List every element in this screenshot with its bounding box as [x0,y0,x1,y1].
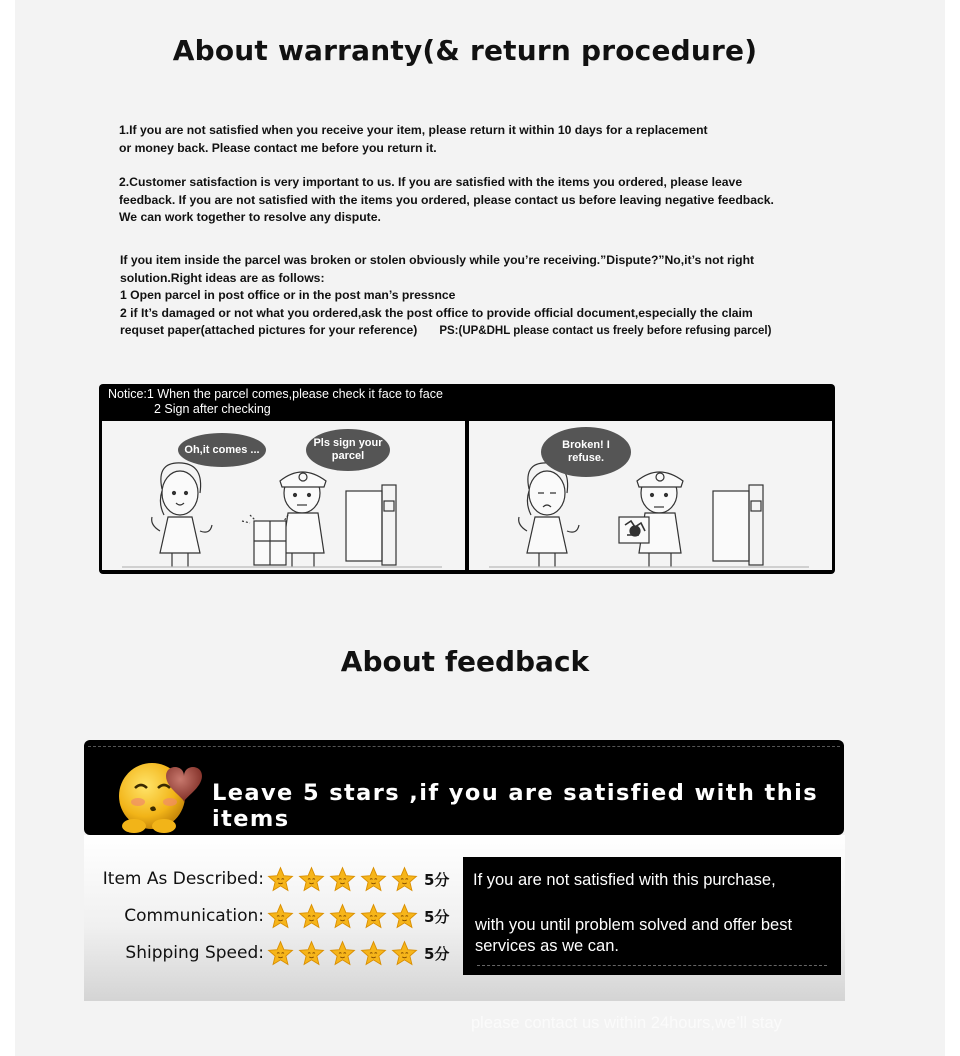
satisfaction-message-box [463,857,841,975]
illustration-panel-refuse [469,421,832,570]
rating-score: 5分 [424,907,450,926]
illustration-refuse-drawing [469,421,832,570]
warranty-p3-line-4: 2 if It’s damaged or not what you ordered,ask the post office to provide official document,especially the claim [120,305,753,320]
rating-label: Item As Described: [102,869,264,889]
star-icon [329,903,356,930]
warranty-title: About warranty(& return procedure) [172,34,758,67]
star-rating [267,940,422,967]
rating-row-communication [84,901,449,931]
message-dashed-line [477,965,827,966]
warranty-ps-note: PS:(UP&DHL please contact us freely before refusing parcel) [439,325,772,337]
rating-score: 5分 [424,944,450,963]
illustration-panel-accept [102,421,465,570]
speech-bubble-oh-it-comes: Oh,it comes ... [178,433,266,467]
star-icon [329,940,356,967]
warranty-p3-line-5 [120,322,835,341]
star-icon [298,940,325,967]
warranty-p3-line-1: If you item inside the parcel was broken or stolen obviously while you’re receiving.”Dispute?”No,it’s not right [120,253,755,267]
star-icon [267,866,294,893]
star-icon [329,866,356,893]
warranty-p2-line-1: 2.Customer satisfaction is very important to us. If you are satisfied with the items you ordered, please leave [119,175,743,189]
notice-line-2: 2 Sign after checking [154,402,271,416]
star-rating [267,866,422,893]
banner-text: Leave 5 stars ,if you are satisfied with this items [212,780,819,832]
star-icon [267,903,294,930]
star-icon [267,940,294,967]
warranty-paragraph-3 [120,252,835,341]
rating-row-item-as-described [84,864,449,894]
rating-label: Communication: [124,906,264,926]
warranty-p3-line-2: solution.Right ideas are as follows: [120,270,325,285]
notice-box [99,384,835,574]
warranty-paragraph-2 [119,174,819,227]
warranty-p2-line-2: feedback. If you are not satisfied with the items you ordered, please contact us before leaving negative feedback. [119,192,774,207]
star-icon [391,940,418,967]
message-line-3: with you until problem solved and offer best services as we can. [475,916,793,955]
star-icon [360,940,387,967]
illustration-accept-drawing [102,421,465,570]
message-line-1: If you are not satisfied with this purchase, [473,871,776,889]
warranty-p3-line-5-text: requset paper(attached pictures for your reference) [120,323,418,337]
speech-bubble-sign-parcel: Pls sign your parcel [306,429,390,471]
warranty-p2-line-3: We can work together to resolve any dispute. [119,210,381,224]
rating-label: Shipping Speed: [125,943,264,963]
star-icon [360,903,387,930]
star-icon [391,866,418,893]
rating-row-shipping-speed [84,938,449,968]
warranty-paragraph-1 [119,122,819,157]
star-icon [360,866,387,893]
feedback-title: About feedback [340,645,590,678]
rating-score: 5分 [424,870,450,889]
banner-dashed-line [88,746,840,747]
star-rating [267,903,422,930]
warranty-p1-line-1: 1.If you are not satisfied when you receive your item, please return it within 10 days for a replacement [119,123,708,137]
speech-bubble-broken-refuse: Broken! I refuse. [541,427,631,477]
warranty-p3-line-3: 1 Open parcel in post office or in the post man’s pressnce [120,288,456,302]
notice-text [108,387,443,417]
star-icon [298,866,325,893]
warranty-p1-line-2: or money back. Please contact me before you return it. [119,140,437,155]
star-icon [298,903,325,930]
notice-line-1: Notice:1 When the parcel comes,please check it face to face [108,387,443,401]
star-icon [391,903,418,930]
message-line-2: please contact us within 24hours,we’ll stay [471,1014,782,1032]
kiss-emoji-icon [100,748,220,838]
